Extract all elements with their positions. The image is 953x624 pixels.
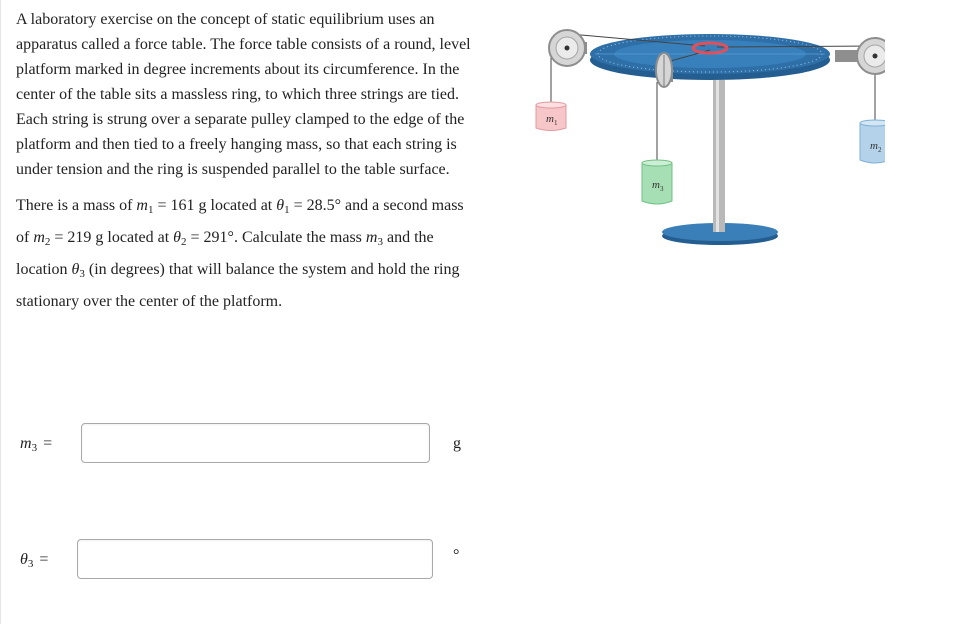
theta3-subscript: 3 bbox=[79, 268, 85, 280]
m3-unit: g bbox=[453, 435, 461, 452]
pulley-1-axle bbox=[565, 46, 570, 51]
theta1-subscript: 1 bbox=[284, 204, 290, 216]
answer-row-m3 bbox=[16, 423, 476, 467]
theta1-value: = 28.5° and a second mass of bbox=[16, 197, 464, 246]
text-segment: There is a mass of bbox=[16, 197, 137, 214]
force-table-diagram bbox=[535, 20, 885, 256]
theta2-symbol: θ bbox=[173, 229, 182, 246]
pulley-2-axle bbox=[873, 54, 878, 59]
theta3-unit: ° bbox=[453, 547, 460, 564]
answer-symbol: m bbox=[20, 435, 32, 452]
left-border bbox=[0, 0, 1, 624]
theta3-symbol: θ bbox=[71, 261, 80, 278]
answer-label-m3 bbox=[20, 435, 52, 454]
mass-1-label: $m_1$ bbox=[546, 113, 558, 127]
mass-2-top bbox=[860, 120, 885, 126]
answer-label-theta3 bbox=[20, 551, 48, 570]
text-segment: and the location bbox=[16, 229, 434, 278]
table-post-highlight bbox=[716, 80, 719, 232]
m3-input[interactable] bbox=[81, 423, 430, 463]
theta1-symbol: θ bbox=[276, 197, 285, 214]
problem-paragraph-2 bbox=[16, 192, 471, 315]
answer-subscript: 3 bbox=[31, 442, 38, 454]
m2-value: = 219 g located at bbox=[50, 229, 174, 246]
m1-subscript: 1 bbox=[147, 204, 154, 216]
m3-symbol: m bbox=[365, 229, 378, 246]
problem-paragraph-1: A laboratory exercise on the concept of static equilibrium uses an apparatus called a force table. The force table consists of a round, level platform marked in degree increments about its circumference. In the center of the table sits a massless ring, to which three strings are tied. Each string is strung over a separate pulley clamped to the edge of the platform and then tied to a freely hanging mass, so that each string is under tension and the ring is suspended parallel to the table surface. bbox=[16, 11, 471, 178]
theta2-value: = 291°. Calculate the mass bbox=[186, 229, 366, 246]
answer-symbol: θ bbox=[20, 551, 28, 568]
mass-2-label: $m_2$ bbox=[870, 140, 882, 154]
problem-statement bbox=[16, 7, 471, 315]
mass-3-top bbox=[642, 160, 672, 166]
answer-row-theta3 bbox=[16, 539, 476, 583]
theta3-input[interactable] bbox=[77, 539, 433, 579]
mass-1-top bbox=[536, 102, 566, 108]
m3-subscript: 3 bbox=[377, 236, 383, 248]
m2-symbol: m bbox=[33, 229, 45, 246]
theta2-subscript: 2 bbox=[181, 236, 187, 248]
text-segment: (in degrees) that will balance the system and hold the ring stationary over the center of the platform. bbox=[16, 261, 460, 310]
m1-symbol: m bbox=[136, 197, 148, 214]
answer-subscript: 3 bbox=[27, 558, 34, 570]
equals-sign: = bbox=[39, 435, 53, 452]
pulley-2-clamp bbox=[835, 50, 857, 62]
equals-sign: = bbox=[35, 551, 49, 568]
m2-subscript: 2 bbox=[44, 236, 51, 248]
m1-value: = 161 g located at bbox=[153, 197, 277, 214]
mass-3-label: $m_3$ bbox=[652, 179, 664, 193]
